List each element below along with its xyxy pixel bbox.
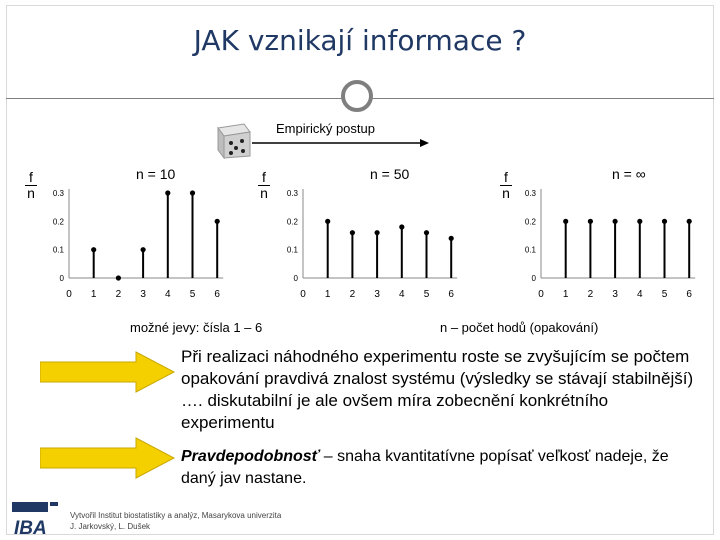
x-tick-label: 2	[115, 289, 122, 300]
chart-label-n50: n = 50	[370, 166, 410, 182]
f-symbol: f	[262, 169, 266, 185]
caption-right: n – počet hodů (opakování)	[440, 320, 599, 335]
x-tick-label: 5	[423, 289, 430, 300]
paragraph-main: Při realizaci náhodného experimentu roste se zvyšujícím se počtem opakování pravdivá znalost systému (výsledky se stávají stabilnější) …. diskutabilní je ale ovšem míra zobecnění konkrétního experimentu	[181, 347, 694, 432]
x-tick-label: 6	[448, 289, 454, 300]
y-tick-label: 0	[531, 274, 536, 283]
x-tick-label: 3	[612, 289, 618, 300]
y-tick-label: 0.2	[286, 217, 298, 227]
page-title: JAK vznikají informace ?	[193, 24, 527, 57]
yellow-arrow-2	[40, 436, 176, 480]
stem-point	[687, 219, 692, 224]
stem-point	[637, 219, 642, 224]
chart-label-ninf: n = ∞	[612, 166, 646, 182]
y-tick-label: 0.3	[286, 189, 298, 198]
stem-point	[613, 219, 618, 224]
y-tick-label: 0.1	[524, 245, 536, 255]
footer	[70, 510, 281, 532]
n-symbol: n	[260, 185, 268, 201]
x-tick-label: 3	[140, 289, 146, 300]
x-tick-label: 4	[399, 289, 405, 300]
x-tick-label: 6	[686, 289, 692, 300]
yellow-arrow-1	[40, 350, 176, 394]
x-tick-label: 1	[324, 289, 331, 300]
y-tick-label: 0.2	[52, 217, 64, 227]
empirical-label: Empirický postup	[276, 121, 375, 136]
y-tick-label: 0.1	[52, 245, 64, 255]
footer-line-2: J. Jarkovský, L. Dušek	[70, 522, 151, 531]
stem-point	[588, 219, 593, 224]
footer-line-1: Vytvořil Institut biostatistiky a analýz, Masarykova univerzita	[70, 511, 282, 520]
n-symbol: n	[27, 185, 35, 201]
y-tick-label: 0.2	[524, 217, 536, 227]
x-tick-label: 5	[661, 289, 668, 300]
x-tick-label: 4	[165, 289, 171, 300]
x-tick-label: 6	[214, 289, 220, 300]
chart-label-n10: n = 10	[136, 166, 176, 182]
y-tick-label: 0.3	[52, 189, 64, 198]
x-tick-label: 3	[374, 289, 380, 300]
x-tick-label: 2	[349, 289, 356, 300]
n-symbol: n	[502, 185, 510, 201]
y-tick-label: 0	[59, 274, 64, 283]
x-tick-label: 0	[538, 289, 544, 300]
x-tick-label: 1	[562, 289, 569, 300]
f-symbol: f	[504, 169, 508, 185]
x-tick-label: 1	[90, 289, 97, 300]
caption-left: možné jevy: čísla 1 – 6	[130, 320, 263, 335]
f-symbol: f	[29, 169, 33, 185]
logo-text: IBA	[14, 518, 47, 536]
probability-definition: – snaha kvantitatívne popísať veľkosť nadeje, že daný jav nastane.	[181, 448, 669, 487]
y-tick-label: 0.3	[524, 189, 536, 198]
x-tick-label: 0	[300, 289, 306, 300]
y-tick-label: 0	[293, 274, 298, 283]
x-tick-label: 2	[587, 289, 594, 300]
iba-logo	[12, 500, 60, 536]
paragraph-probability	[181, 446, 701, 490]
stem-point	[563, 219, 568, 224]
x-tick-label: 5	[189, 289, 196, 300]
y-tick-label: 0.1	[286, 245, 298, 255]
stem-point	[662, 219, 667, 224]
probability-term: Pravdepodobnosť	[181, 448, 320, 465]
x-tick-label: 4	[637, 289, 643, 300]
x-tick-label: 0	[66, 289, 72, 300]
